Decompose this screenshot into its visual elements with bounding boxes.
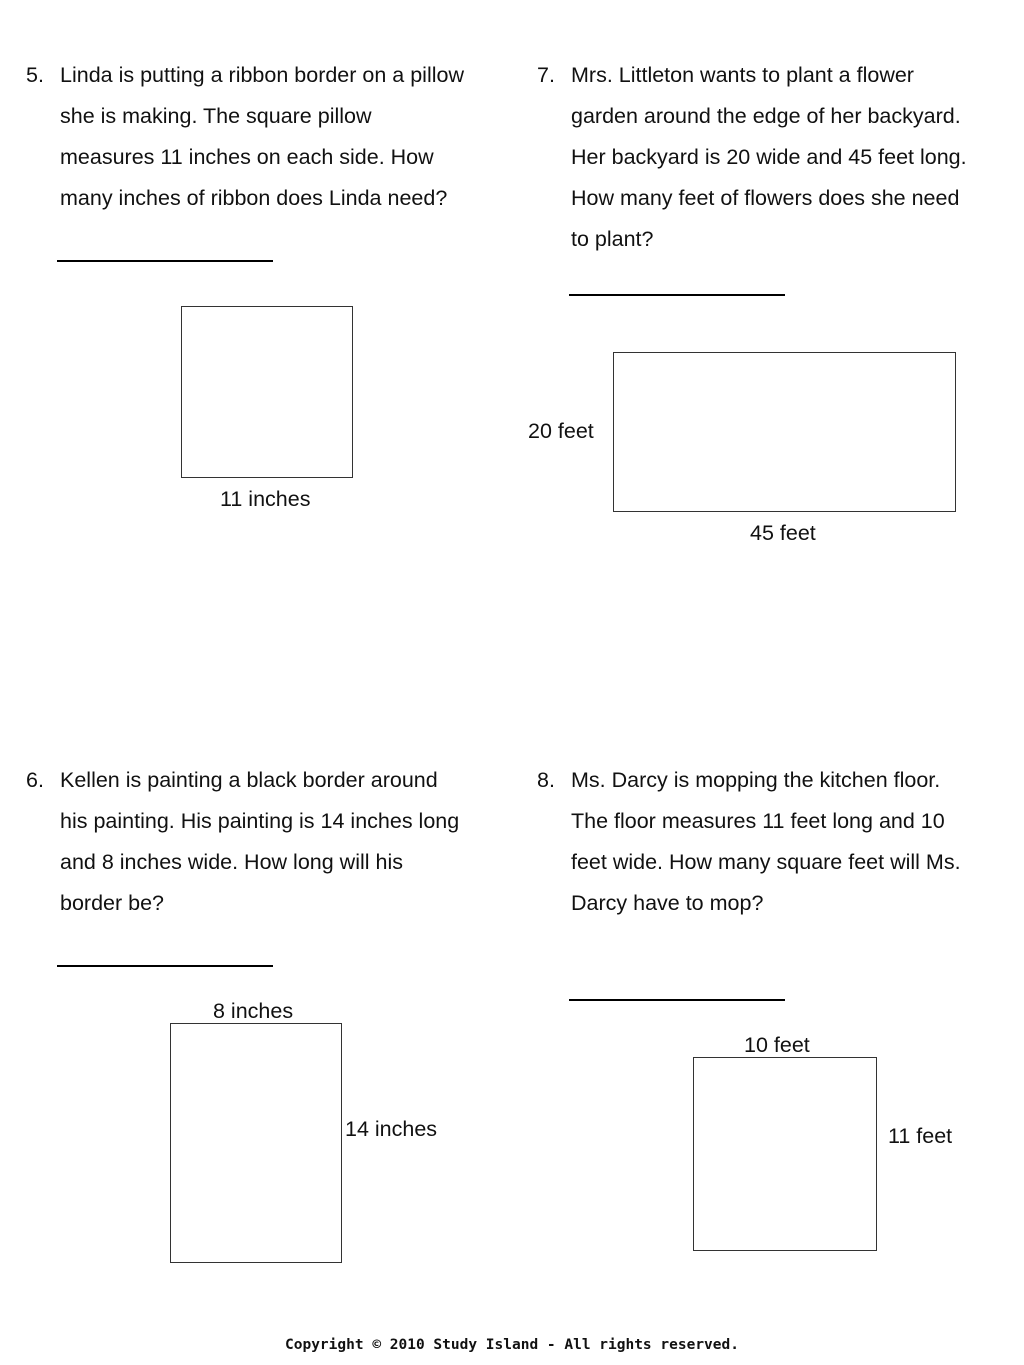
square-diagram-pillow	[181, 306, 353, 478]
problem-line: Kellen is painting a black border around	[60, 768, 438, 792]
problem-text	[60, 760, 459, 924]
rectangle-diagram-painting	[170, 1023, 342, 1263]
dimension-label: 20 feet	[528, 419, 594, 443]
problem-line: his painting. His painting is 14 inches long	[60, 809, 460, 833]
problem-number: 5.	[26, 63, 44, 87]
problem-8	[537, 760, 961, 924]
problem-line: Her backyard is 20 wide and 45 feet long.	[571, 145, 967, 169]
problem-line: to plant?	[571, 227, 654, 251]
problem-line: The floor measures 11 feet long and 10	[571, 809, 945, 833]
problem-6	[26, 760, 459, 924]
answer-blank-6[interactable]	[57, 965, 273, 967]
problem-line: measures 11 inches on each side. How	[60, 145, 434, 169]
problem-line: How many feet of flowers does she need	[571, 186, 960, 210]
problem-text	[571, 55, 967, 260]
dimension-label: 14 inches	[345, 1117, 438, 1141]
answer-blank-8[interactable]	[569, 999, 785, 1001]
problem-line: she is making. The square pillow	[60, 104, 372, 128]
answer-blank-7[interactable]	[569, 294, 785, 296]
problem-line: Ms. Darcy is mopping the kitchen floor.	[571, 768, 941, 792]
copyright-footer: Copyright © 2010 Study Island - All rights reserved.	[285, 1337, 739, 1353]
problem-line: garden around the edge of her backyard.	[571, 104, 961, 128]
problem-5	[26, 55, 464, 219]
problem-line: border be?	[60, 891, 164, 915]
problem-line: Darcy have to mop?	[571, 891, 764, 915]
problem-number: 6.	[26, 768, 44, 792]
dimension-label: 10 feet	[744, 1033, 810, 1057]
problem-7	[537, 55, 967, 260]
problem-line: Linda is putting a ribbon border on a pillow	[60, 63, 464, 87]
answer-blank-5[interactable]	[57, 260, 273, 262]
problem-text	[571, 760, 961, 924]
problem-text	[60, 55, 464, 219]
dimension-label: 11 inches	[220, 487, 311, 511]
rectangle-diagram-backyard	[613, 352, 956, 512]
problem-line: Mrs. Littleton wants to plant a flower	[571, 63, 914, 87]
problem-line: many inches of ribbon does Linda need?	[60, 186, 448, 210]
problem-number: 8.	[537, 768, 555, 792]
rectangle-diagram-floor	[693, 1057, 877, 1251]
problem-line: feet wide. How many square feet will Ms.	[571, 850, 961, 874]
problem-line: and 8 inches wide. How long will his	[60, 850, 403, 874]
dimension-label: 11 feet	[888, 1124, 953, 1148]
dimension-label: 8 inches	[213, 999, 294, 1023]
dimension-label: 45 feet	[750, 521, 816, 545]
problem-number: 7.	[537, 63, 555, 87]
